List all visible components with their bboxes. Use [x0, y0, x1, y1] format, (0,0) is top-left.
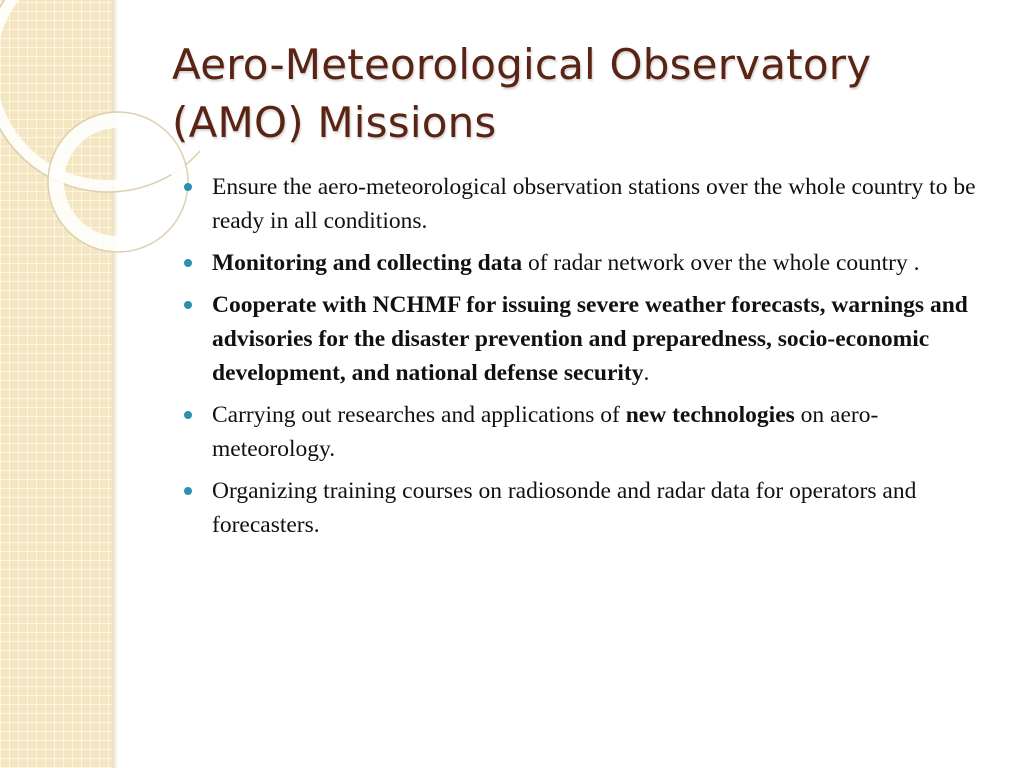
- slide-title-line-1: Aero-Meteorological Observatory: [172, 40, 872, 89]
- bullet-list: [182, 170, 982, 550]
- bullet-dot-icon: [184, 487, 192, 495]
- bullet-bold-text: Monitoring and collecting data: [212, 250, 523, 276]
- bullet-text: Carrying out researches and applications of: [212, 402, 626, 428]
- bullet-item: [182, 246, 982, 280]
- bullet-item: [182, 288, 982, 390]
- bullet-bold-text: new technologies: [625, 402, 795, 428]
- bullet-dot-icon: [184, 411, 192, 419]
- bullet-text: Organizing training courses on radiosonde and radar data for operators and forecasters.: [212, 478, 917, 538]
- bullet-text: .: [643, 360, 650, 386]
- bullet-text: Ensure the aero-meteorological observation stations over the whole country to be ready in all conditions.: [212, 174, 976, 234]
- bullet-bold-text: Cooperate with NCHMF for issuing severe weather forecasts, warnings and advisories for the disaster prevention and preparedness, socio-economic development, and national defense security: [212, 292, 968, 386]
- bullet-text: on aero-meteorology.: [212, 402, 879, 462]
- decorative-rings: [0, 0, 200, 300]
- bullet-dot-icon: [184, 301, 192, 309]
- bullet-dot-icon: [184, 183, 192, 191]
- bullet-dot-icon: [184, 259, 192, 267]
- slide-title: [172, 36, 992, 152]
- slide-title-line-2: (AMO) Missions: [172, 98, 497, 147]
- bullet-text: of radar network over the whole country .: [522, 250, 920, 276]
- bullet-item: [182, 398, 982, 466]
- bullet-item: [182, 474, 982, 542]
- bullet-item: [182, 170, 982, 238]
